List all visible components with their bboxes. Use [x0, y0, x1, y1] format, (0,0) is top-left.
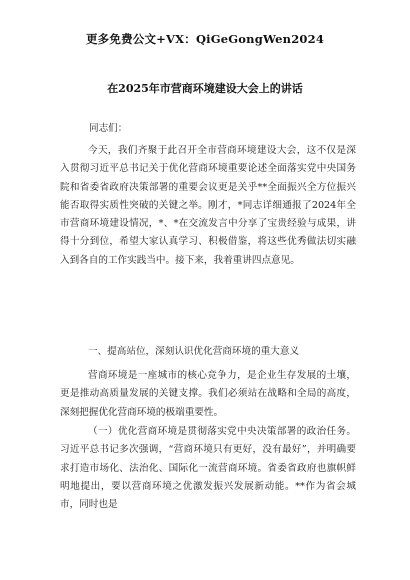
greeting: 同志们：: [89, 123, 128, 134]
promo-header: 更多免费公文+VX：QiGeGongWen2024: [85, 32, 325, 46]
paragraph-section-1: 营商环境是一座城市的核心竞争力，是企业生存发展的土壤，更是推动高质量发展的关键支撑。我们必须站在战略和全局的高度，深刻把握优化营商环境的极端重要性。: [60, 370, 356, 418]
document-title: 在2025年市营商环境建设大会上的讲话: [107, 82, 303, 95]
paragraph-subsection-1: （一）优化营商环境是贯彻落实党中央决策部署的政治任务。习近平总书记多次强调，“营商环境只有更好，没有最好”，并明确要求打造市场化、法治化、国际化一流营商环境。省委省政府也旗帜鲜明地提出，要以营商环境之优激发振兴发展新动能。**作为省会城市，同时也是: [60, 426, 356, 511]
section-heading-1: 一、提高站位，深刻认识优化营商环境的重大意义: [88, 346, 300, 357]
paragraph-intro: 今天，我们齐聚于此召开全市营商环境建设大会，这不仅是深入贯彻习近平总书记关于优化营商环境重要论述全面落实党中央国务院和省委省政府决策部署的重要会议更是关乎**全面振兴全方位振兴能否取得实质性突破的关键之举。刚才，*同志详细通报了2024年全市营商环境建设情况，*、*在交流发言中分享了宝贵经验与成果，讲得十分到位，希望大家认真学习、积极借鉴，将这些优秀做法切实融入到各自的工作实践当中。接下来，我着重讲四点意见。: [60, 145, 356, 266]
